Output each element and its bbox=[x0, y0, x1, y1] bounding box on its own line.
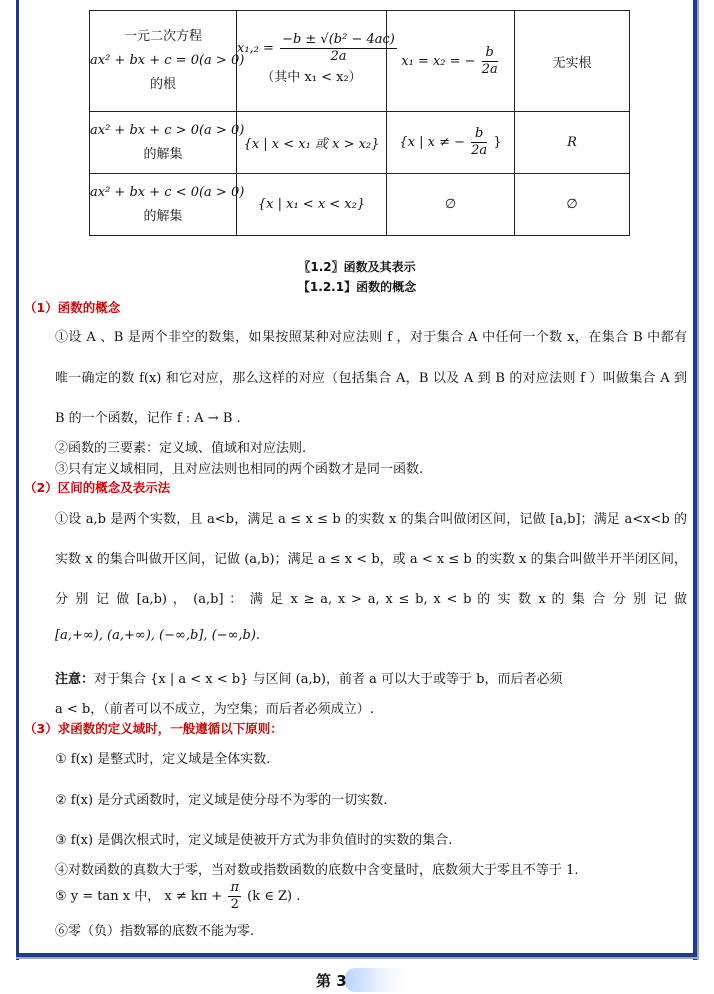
paragraph: [a,+∞), (a,+∞), (−∞,b], (−∞,b). bbox=[55, 628, 261, 643]
paragraph: ⑥零（负）指数幂的底数不能为零. bbox=[55, 924, 255, 939]
paragraph: ②函数的三要素：定义域、值域和对应法则. bbox=[55, 441, 307, 456]
paragraph: ② f(x) 是分式函数时，定义域是使分母不为零的一切实数. bbox=[55, 793, 388, 808]
solution-set-cell: R bbox=[515, 112, 630, 174]
solution-set-cell: {x | x₁ < x < x₂} bbox=[237, 174, 387, 236]
paragraph: ③只有定义域相同，且对应法则也相同的两个函数才是同一函数. bbox=[55, 462, 424, 477]
quadratic-formula: $\frac{\text{−b ± √(b² − 4ac)}}{2a}$ bbox=[282, 32, 395, 64]
solution-set-cell: {x | x < x₁ 或 x > x₂} bbox=[237, 112, 387, 174]
paragraph: ①设 A 、B 是两个非空的数集，如果按照某种对应法则 f ，对于集合 A 中任何一个数 x，在集合 B 中都有 bbox=[55, 330, 687, 345]
paragraph: a < b，（前者可以不成立，为空集；而后者必须成立）. bbox=[55, 702, 374, 717]
row-label-cell: 一元二次方程 ax² + bx + c = 0(a > 0) 的根 bbox=[90, 11, 237, 112]
formula-lhs: x₁,₂ = bbox=[237, 41, 274, 56]
subsection-title-interval: （2）区间的概念及表示法 bbox=[24, 480, 171, 495]
paragraph: ③ f(x) 是偶次根式时，定义域是使被开方式为非负值时的实数的集合. bbox=[55, 833, 453, 848]
paragraph: ⑤ y = tan x 中， x ≠ kπ + $\frac{\pi}{2}$ (k ∈ Z) . bbox=[55, 880, 301, 912]
page-frame-bottom bbox=[16, 953, 697, 957]
paragraph: B 的一个函数，记作 f : A → B . bbox=[55, 411, 241, 426]
solution-set-cell: {x | x ≠ − $\frac{b}{2a}$ } bbox=[387, 112, 515, 174]
solution-set-cell: ∅ bbox=[515, 174, 630, 236]
subsection-title-function-concept: （1）函数的概念 bbox=[24, 300, 121, 315]
page-frame-left bbox=[16, 0, 19, 960]
note-label: 注意： bbox=[55, 672, 95, 687]
paragraph: 实数 x 的集合叫做开区间，记做 (a,b)；满足 a ≤ x < b，或 a < x ≤ b 的实数 x 的集合叫做半开半闭区间， bbox=[55, 552, 687, 567]
note-paragraph: 注意：对于集合 {x | a < x < b} 与区间 (a,b)，前者 a 可以大于或等于 b，而后者必须 bbox=[55, 672, 563, 687]
table-row bbox=[90, 112, 630, 174]
table-row bbox=[90, 174, 630, 236]
page-frame-right bbox=[693, 0, 697, 960]
quadratic-roots-table bbox=[89, 10, 630, 236]
paragraph: ①设 a,b 是两个实数，且 a<b，满足 a ≤ x ≤ b 的实数 x 的集合叫做闭区间，记做 [a,b]；满足 a<x<b 的 bbox=[55, 512, 687, 527]
section-heading-1-2-1: 【1.2.1】函数的概念 bbox=[297, 280, 417, 294]
row-label-cell: ax² + bx + c > 0(a > 0) 的解集 bbox=[90, 112, 237, 174]
paragraph: ④对数函数的真数大于零，当对数或指数函数的底数中含变量时，底数须大于零且不等于 1. bbox=[55, 863, 579, 878]
paragraph: ① f(x) 是整式时，定义域是全体实数. bbox=[55, 752, 271, 767]
paragraph: 唯一确定的数 f(x) 和它对应，那么这样的对应（包括集合 A，B 以及 A 到 B 的对应法则 f ）叫做集合 A 到 bbox=[55, 371, 687, 386]
formula-note: （其中 x₁ < x₂） bbox=[261, 70, 362, 85]
page-number-decoration bbox=[345, 968, 405, 992]
no-root-cell: 无实根 bbox=[515, 11, 630, 112]
page-number: 第 3 bbox=[316, 972, 347, 990]
subsection-title-domain-rules: （3）求函数的定义域时，一般遵循以下原则： bbox=[24, 721, 283, 736]
section-heading-1-2: 〖1.2〗函数及其表示 bbox=[298, 260, 416, 274]
solution-set-cell: ∅ bbox=[387, 174, 515, 236]
row-label-cell: ax² + bx + c < 0(a > 0) 的解集 bbox=[90, 174, 237, 236]
roots-formula-cell bbox=[237, 11, 395, 112]
pi-over-two: $\frac{\pi}{2}$ bbox=[230, 880, 239, 912]
paragraph: 分 别 记 做 [a,b) ， (a,b] ： 满 足 x ≥ a, x > a, x ≤ b, x < b 的 实 数 x 的 集 合 分 别 记 做 bbox=[55, 592, 687, 607]
double-root-cell: x₁ = x₂ = − $\frac{b}{2a}$ bbox=[387, 11, 515, 112]
table-row bbox=[90, 11, 630, 112]
